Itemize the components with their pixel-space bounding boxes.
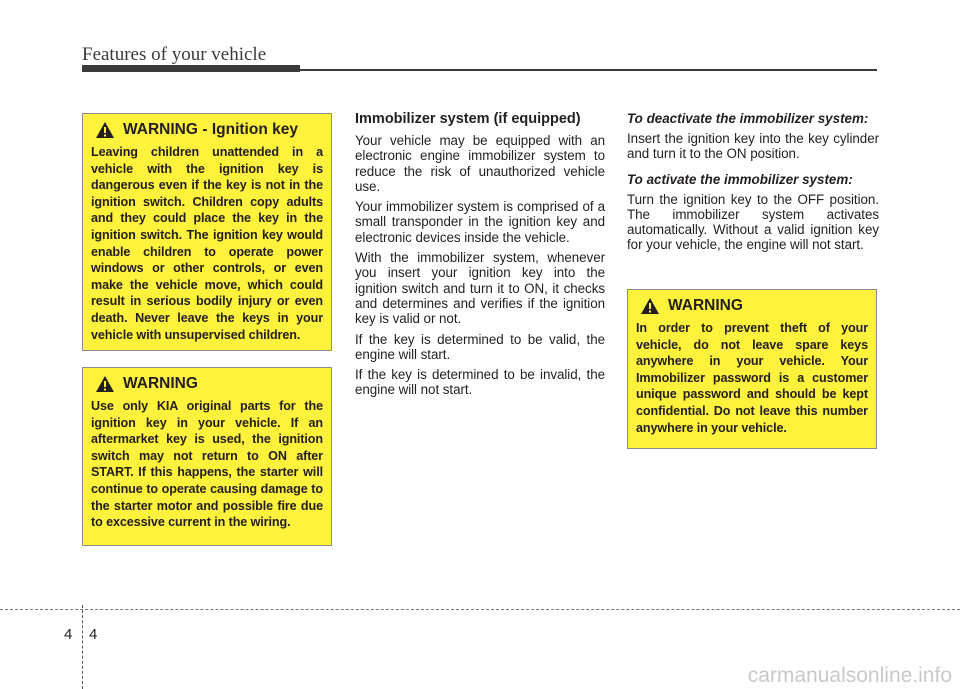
warning-title: WARNING xyxy=(123,375,198,392)
watermark: carmanualsonline.info xyxy=(747,664,952,687)
warning-heading xyxy=(95,374,323,394)
footer-divider xyxy=(82,605,84,689)
warning-box-password xyxy=(627,289,877,449)
page-section-number: 4 xyxy=(64,626,73,643)
header-rule-thick xyxy=(82,65,300,72)
paragraph: With the immobilizer system, whenever you insert your ignition key into the ignition switch and turn it to ON, it checks and determines and verifies if the ignition key is valid or not. xyxy=(355,250,605,327)
immobilizer-section xyxy=(355,111,605,403)
warning-triangle-icon xyxy=(95,375,115,393)
deactivate-title: To deactivate the immobilizer system: xyxy=(627,111,869,126)
warning-body: In order to prevent theft of your vehicle, do not leave spare keys anywhere in your vehicle. Your Immobilizer password is a customer unique password and should be kept confidential. Do not leave this number anywhere in your vehicle. xyxy=(636,321,868,435)
paragraph: Your vehicle may be equipped with an electronic engine immobilizer system to reduce the risk of unauthorized vehicle use. xyxy=(355,133,605,194)
warning-title: WARNING xyxy=(123,121,198,138)
warning-triangle-icon xyxy=(95,121,115,139)
warning-title: WARNING xyxy=(668,297,743,314)
warning-body: Use only KIA original parts for the ignition key in your vehicle. If an aftermarket key is used, the ignition switch may not return to ON after START. If this happens, the starter will continue to operate causing damage to the starter motor and possible fire due to excessive current in the wiring. xyxy=(91,399,323,530)
paragraph: If the key is determined to be invalid, the engine will not start. xyxy=(355,367,605,398)
section-title: Immobilizer system (if equipped) xyxy=(355,111,581,127)
warning-heading xyxy=(95,120,323,140)
warning-body: Leaving children unattended in a vehicle with the ignition key is dangerous even if the key is not in the ignition switch. Children copy adults and they could place the key in the ignition switch. The ignition key would enable children to operate power windows or other controls, or even make the vehicle move, which could result in serious bodily injury or even death. Never leave the keys in your vehicle with unsupervised children. xyxy=(91,145,323,342)
warning-box-original-parts xyxy=(82,367,332,546)
page-header-title: Features of your vehicle xyxy=(82,44,267,65)
deactivate-body: Insert the ignition key into the key cylinder and turn it to the ON position. xyxy=(627,131,879,162)
header-rule-thin xyxy=(300,69,877,71)
paragraph: Your immobilizer system is comprised of a small transponder in the ignition key and electronic devices inside the vehicle. xyxy=(355,199,605,245)
warning-triangle-icon xyxy=(640,297,660,315)
page-number: 4 xyxy=(89,626,98,643)
paragraph: If the key is determined to be valid, the engine will start. xyxy=(355,331,605,362)
activation-section xyxy=(627,111,879,258)
warning-heading xyxy=(640,296,868,316)
warning-box-ignition-key xyxy=(82,113,332,351)
warning-subtitle: - Ignition key xyxy=(202,121,298,138)
footer-rule xyxy=(0,609,960,611)
activate-title: To activate the immobilizer system: xyxy=(627,171,853,187)
activate-body: Turn the ignition key to the OFF position. The immobilizer system activates automatically. Without a valid ignition key for your vehicle, the engine will not start. xyxy=(627,191,879,253)
